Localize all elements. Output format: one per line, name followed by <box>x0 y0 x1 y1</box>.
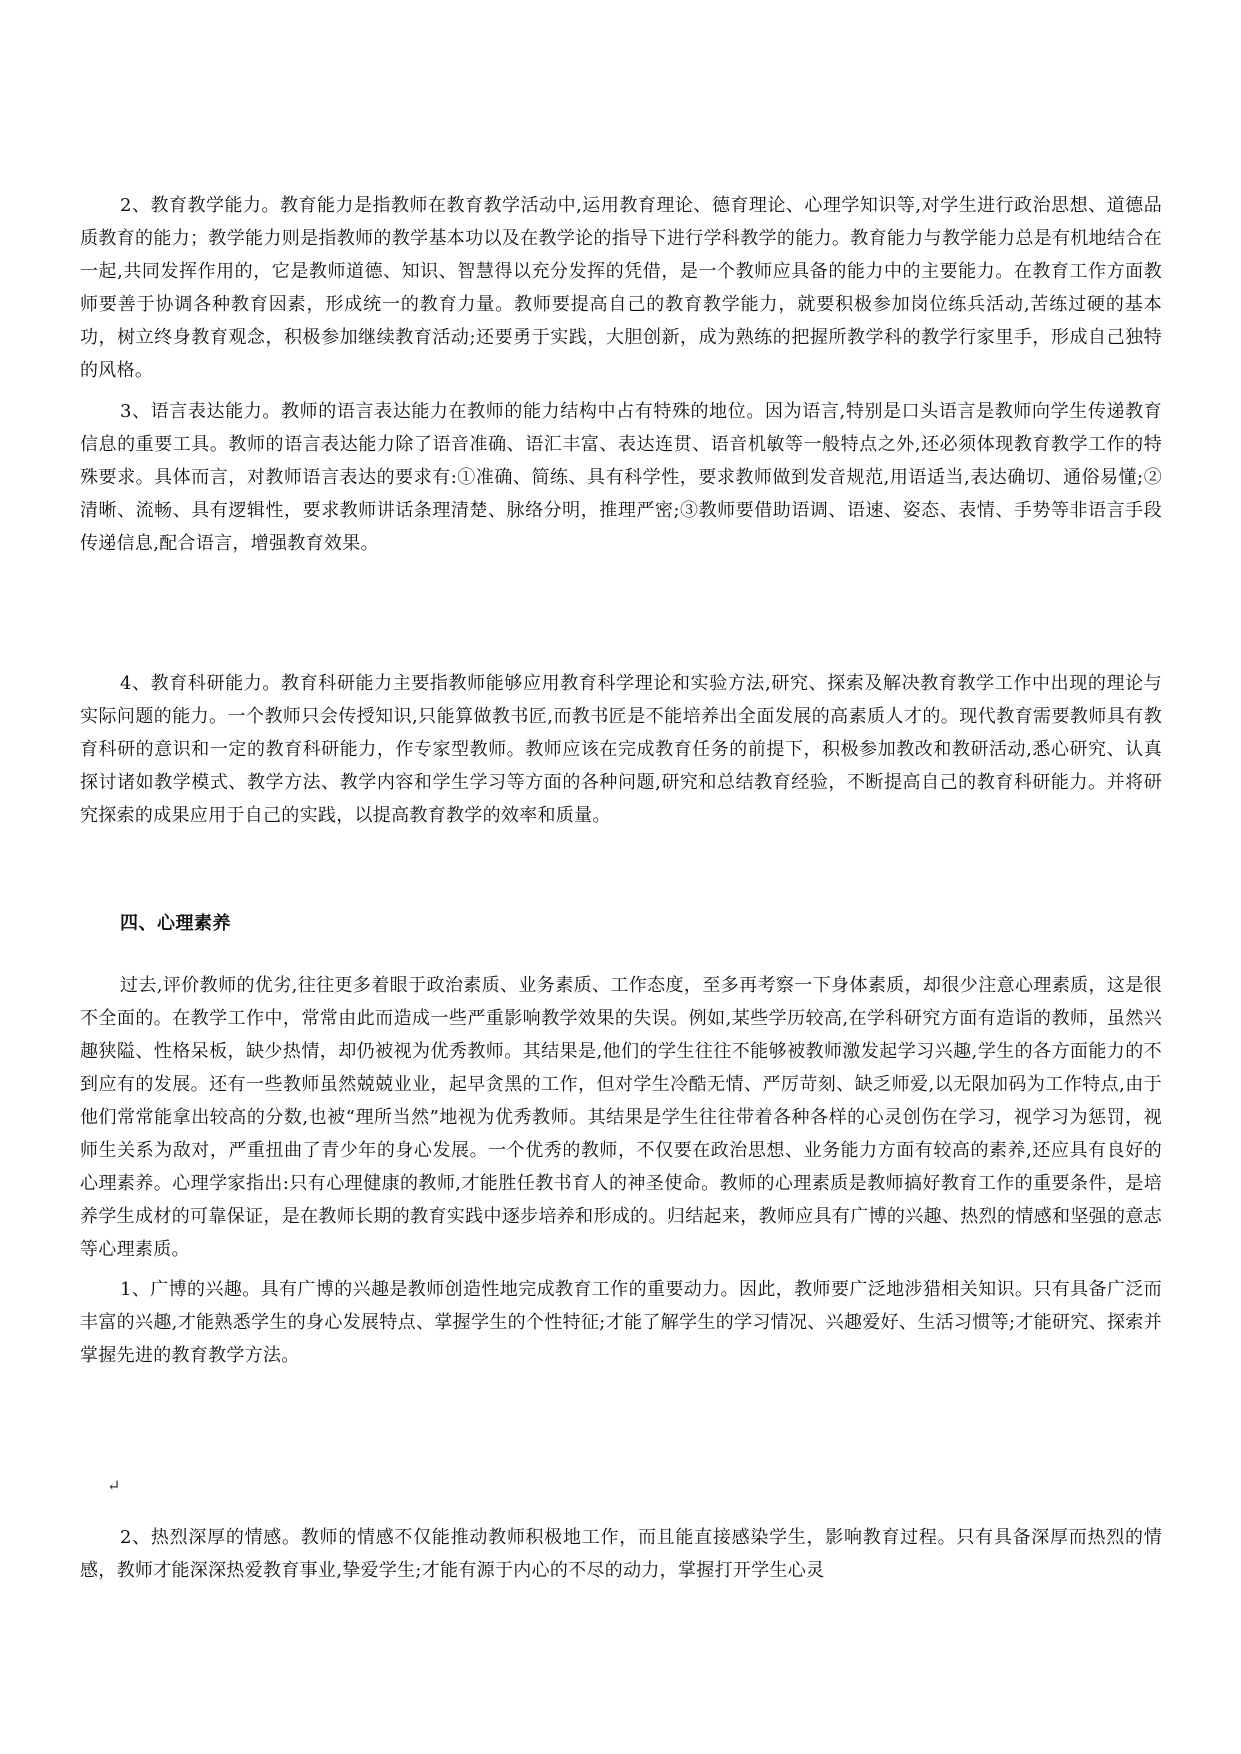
paragraph-research-ability: 4、教育科研能力。教育科研能力主要指教师能够应用教育科学理论和实验方法,研究、探索及解决教育教学工作中出现的理论与实际问题的能力。一个教师只会传授知识,只能算做教书匠,而教书匠是不能培养出全面发展的高素质人才的。现代教育需要教师具有教育科研的意识和一定的教育科研能力，作专家型教师。教师应该在完成教育任务的前提下，积极参加教改和教研活动,悉心研究、认真探讨诸如教学模式、教学方法、教学内容和学生学习等方面的各种问题,研究和总结教育经验，不断提高自己的教育科研能力。并将研究探索的成果应用于自己的实践，以提高教育教学的效率和质量。 <box>80 673 1162 826</box>
paragraph-mark-icon: ↵ <box>107 1476 121 1495</box>
document-page <box>80 0 1162 1754</box>
section-heading-psychology: 四、心理素养 <box>120 913 231 934</box>
paragraph-broad-interest: 1、广博的兴趣。具有广博的兴趣是教师创造性地完成教育工作的重要动力。因此，教师要广泛地涉猎相关知识。只有具备广泛而丰富的兴趣,才能熟悉学生的身心发展特点、掌握学生的个性特征;才能了解学生的学习情况、兴趣爱好、生活习惯等;才能研究、探索并掌握先进的教育教学方法。 <box>80 1279 1162 1366</box>
paragraph-psychology-intro: 过去,评价教师的优劣,往往更多着眼于政治素质、业务素质、工作态度，至多再考察一下身体素质，却很少注意心理素质，这是很不全面的。在教学工作中，常常由此而造成一些严重影响教学效果的失误。例如,某些学历较高,在学科研究方面有造诣的教师，虽然兴趣狭隘、性格呆板，缺少热情，却仍被视为优秀教师。其结果是,他们的学生往往不能够被教师激发起学习兴趣,学生的各方面能力的不到应有的发展。还有一些教师虽然兢兢业业，起早贪黑的工作，但对学生冷酷无情、严厉苛刻、缺乏师爱,以无限加码为工作特点,由于他们常常能拿出较高的分数,也被“理所当然”地视为优秀教师。其结果是学生往往带着各种各样的心灵创伤在学习，视学习为惩罚，视师生关系为敌对，严重扭曲了青少年的身心发展。一个优秀的教师，不仅要在政治思想、业务能力方面有较高的素养,还应具有良好的心理素养。心理学家指出:只有心理健康的教师,才能胜任教书育人的神圣使命。教师的心理素质是教师搞好教育工作的重要条件，是培养学生成材的可靠保证，是在教师长期的教育实践中逐步培养和形成的。归结起来，教师应具有广博的兴趣、热烈的情感和坚强的意志等心理素质。 <box>80 975 1162 1260</box>
paragraph-deep-emotion: 2、热烈深厚的情感。教师的情感不仅能推动教师积极地工作，而且能直接感染学生，影响教育过程。只有具备深厚而热烈的情感，教师才能深深热爱教育事业,挚爱学生;才能有源于内心的不尽的动力，掌握打开学生心灵 <box>80 1527 1162 1581</box>
paragraph-teaching-ability: 2、教育教学能力。教育能力是指教师在教育教学活动中,运用教育理论、德育理论、心理学知识等,对学生进行政治思想、道德品质教育的能力；教学能力则是指教师的教学基本功以及在教学论的指导下进行学科教学的能力。教育能力与教学能力总是有机地结合在一起,共同发挥作用的，它是教师道德、知识、智慧得以充分发挥的凭借，是一个教师应具备的能力中的主要能力。在教育工作方面教师要善于协调各种教育因素，形成统一的教育力量。教师要提高自己的教育教学能力，就要积极参加岗位练兵活动,苦练过硬的基本功，树立终身教育观念，积极参加继续教育活动;还要勇于实践，大胆创新，成为熟练的把握所教学科的教学行家里手，形成自己独特的风格。 <box>80 195 1162 381</box>
paragraph-language-ability: 3、语言表达能力。教师的语言表达能力在教师的能力结构中占有特殊的地位。因为语言,特别是口头语言是教师向学生传递教育信息的重要工具。教师的语言表达能力除了语音准确、语汇丰富、表达连贯、语音机敏等一般特点之外,还必须体现教育教学工作的特殊要求。具体而言，对教师语言表达的要求有:①准确、简练、具有科学性，要求教师做到发音规范,用语适当,表达确切、通俗易懂;②清晰、流畅、具有逻辑性，要求教师讲话条理清楚、脉络分明，推理严密;③教师要借助语调、语速、姿态、表情、手势等非语言手段传递信息,配合语言，增强教育效果。 <box>80 401 1162 554</box>
